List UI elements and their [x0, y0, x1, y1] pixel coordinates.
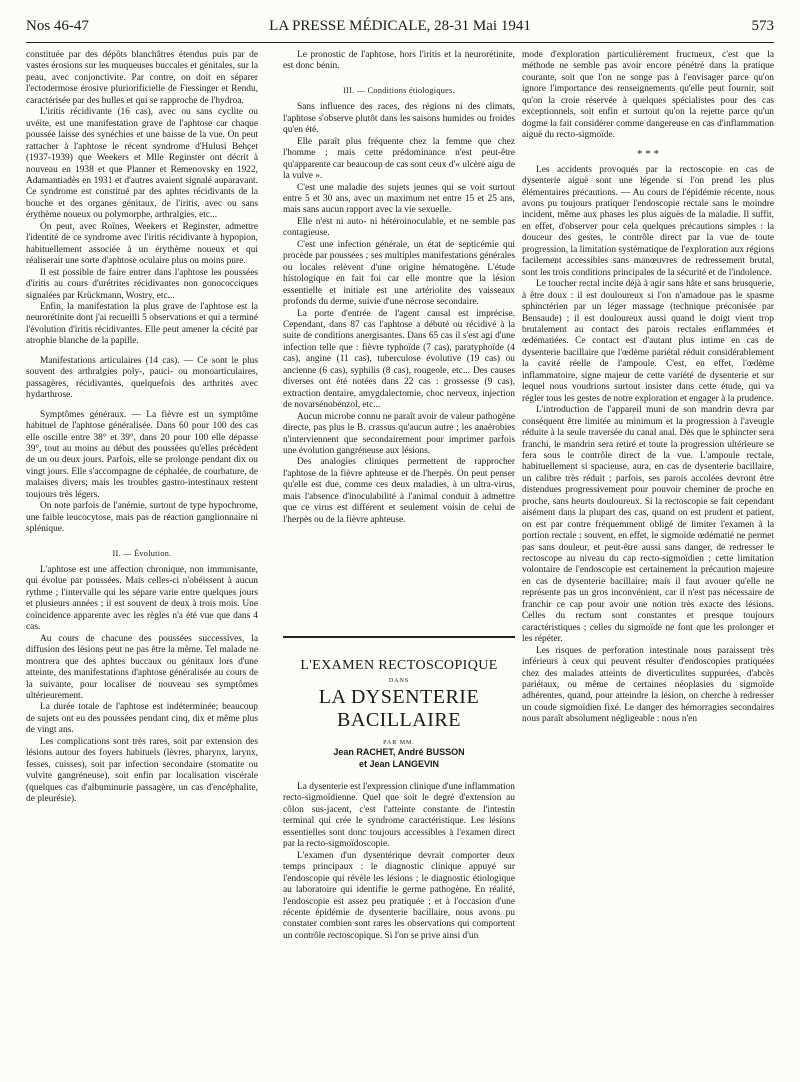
section-separator: * * * — [637, 147, 659, 160]
paragraph: Au cours de chacune des poussées successives, la diffusion des lésions peut ne pas être la même. Tel malade ne montrera que des aphtes buccaux ou génitaux lors d'une atteinte, des manifestations d'aphtose généralisée au cours de la suivante, pour localiser de nouveau ses symptômes ultérieurement. — [26, 633, 258, 702]
paragraph: La porte d'entrée de l'agent causal est imprécise. Cependant, dans 87 cas l'aphtose a débuté ou récidivé à la suite de conditions anergisantes. Dans 65 cas il s'est agi d'une infection telle que : fièvre typhoïde (7 cas), paratyphoïde (4 cas), angine (11 cas), tuberculose évolutive (19 cas) ou ancienne (6 cas), syphilis (8 cas), rougeole, etc... Des causes diverses ont été notées dans 22 cas : grossesse (9 cas), extraction dentaire, amygdalectomie, choc nerveux, injection de novarsénobenzol, etc... — [283, 308, 515, 411]
journal-title: LA PRESSE MÉDICALE, 28-31 Mai 1941 — [269, 18, 531, 34]
paragraph: Elle n'est ni auto- ni hétéroinoculable, et ne semble pas contagieuse. — [283, 216, 515, 239]
paragraph: L'introduction de l'appareil muni de son mandrin devra par conséquent être limitée au minimum et la progression à l'aveugle réduite à la seule traversée du canal anal. Dès que le sphincter sera franchi, le mandrin sera retiré et toute la progression ultérieure se fera sous le contrôle direct de la vue. L'ampoule rectale, habituellement si spacieuse, aura, en cas de dysenterie bacillaire, un calibre très réduit ; parfois, ses parois accolées devront être distendues progressivement pour pouvoir cheminer de proche en proche, sans heurts douloureux. Si la rectoscopie se fait cependant aisément dans la plupart des cas, quand on est prudent et patient, on est par contre fréquemment obligé de limiter l'examen à la portion rectale : souvent, en effet, le sigmoïde œdématié ne permet pas sans douleur, et peut-être aussi sans danger, de redresser le rectoscope au niveau du cap recto-sigmoïdien ; cette limitation volontaire de l'endoscopie est certainement la précaution majeure en cas de dysenterie bacillaire; mais il faut avouer qu'elle ne représente pas un gros inconvénient, car il n'est pas nécessaire de franchir ce cap pour avoir une notion très exacte des lésions. Celles du rectum sont constantes et presque toujours caractéristiques ; celles du sigmoïde ne font que les prolonger et les répéter. — [522, 405, 774, 645]
article-byline-prefix: PAR MM. — [383, 740, 415, 746]
paragraph: Enfin, la manifestation la plus grave de l'aphtose est la neurorétinite dont j'ai recueilli 5 observations et qui a terminé l'évolution d'iritis récidivantes. Elle peut amener la cécité par atrophie blanche de la papille. — [26, 301, 258, 347]
article-title-line-1: L'EXAMEN RECTOSCOPIQUE — [300, 658, 498, 673]
article-block — [283, 636, 515, 942]
paragraph: Le toucher rectal incite déjà à agir sans hâte et sans brusquerie, à être doux : il est douloureux si l'on n'amadoue pas le spasme sphinctérien par un léger massage (technique préconisée par Bensaude) ; il est douloureux aussi quand le doigt vient trop brutalement au contact des parois rectales enflammées et œdématiées. Ce contact est d'autant plus intime en cas de dysenterie bacillaire que l'œdème pariétal réduit considérablement la cavité réelle de l'ampoule. C'est, en effet, l'œdème inflammatoire, signe majeur de cette variété de dysenterie et sur lequel nous voudrions surtout insister dans cette étude, qui va régler tous les gestes de notre exploration et engager à la prudence. — [522, 279, 774, 404]
paragraph: On note parfois de l'anémie, surtout de type hypochrome, une faible leucocytose, mais pas de réaction ganglionnaire ni splénique. — [26, 501, 258, 535]
article-authors: Jean RACHET, André BUSSON — [333, 747, 465, 757]
section-heading: II. — Évolution. — [112, 548, 172, 558]
article-body — [283, 782, 515, 942]
paragraph: L'iritis récidivante (16 cas), avec ou sans cyclite ou uvéite, est une manifestation grave de l'aphtose car chaque poussée laisse des synéchies et une baisse de la vue. On peut rattacher à l'aphtose le récent syndrome d'Hulusi Behçet (1937-1939) que Weekers et Mlle Reginster ont décrit à nouveau en 1938 et que Planner et Remenovsky en 1922, Adamantiadès en 1931 et d'autres avaient signalé auparavant. Ce syndrome est constitué par des aphtes récidivants de la bouche et des organes génitaux, de l'iritis, avec ou sans érythème noueux ou polymorphe, arthralgies, etc... — [26, 107, 258, 221]
paragraph: Il est possible de faire entrer dans l'aphtose les poussées d'iritis au cours d'urétrites récidivantes non gonococciques signalées par Krückmann, Wostry, etc... — [26, 267, 258, 301]
paragraph: Symptômes généraux. — La fièvre est un symptôme habituel de l'aphtose généralisée. Dans 60 pour 100 des cas elle oscille entre 38° et 39°, dans 20 pour 100 elle dépasse 39°, tout au moins au début des poussées qu'elles précèdent de un ou deux jours. Parfois, elle se prolonge pendant dix ou vingt jours. Elle s'accompagne de céphalée, de courbature, de malaises divers; mais les troubles gastro-intestinaux restent toujours très légers. — [26, 409, 258, 500]
paragraph: L'aphtose est une affection chronique, non immunisante, qui évolue par poussées. Mais celles-ci n'obéissent à aucun rythme ; l'intervalle qui les sépare varie entre quelques jours et plusieurs années ; il est souvent de deux à trois mois. Une coïncidence apparente avec les règles n'a été vue que dans 4 cas. — [26, 565, 258, 633]
paragraph: La durée totale de l'aphtose est indéterminée; beaucoup de sujets ont eu des poussées pendant cinq, dix et même plus de vingt ans. — [26, 702, 258, 736]
column-1 — [26, 50, 258, 806]
paragraph: Sans influence des races, des régions ni des climats, l'aphtose s'observe plutôt dans les saisons humides ou froides qu'en été. — [283, 102, 515, 136]
paragraph: Les risques de perforation intestinale nous paraissent très inférieurs à ceux qui peuvent résulter d'endoscopies pratiquées chez des malades atteints de diverticulites suppurées, d'abcès pariétaux, ou même de certaines néoplasies du sigmoïde adhérentes, quand, pour atteindre la lésion, on cherche à redresser un coude sigmoïdien fixé. Le danger des hémorragies secondaires nous paraît absolument négligeable : nous n'en — [522, 645, 774, 725]
paragraph: Les accidents provoqués par la rectoscopie en cas de dysenterie aiguë sont une légende si l'on prend les plus élémentaires précautions. — Au cours de l'épidémie récente, nous avons pu toujours pratiquer l'endoscopie rectale sans le moindre incident, même aux phases les plus aiguës de la maladie. Il suffit, en effet, d'observer pour cela quelques précautions simples : la douceur des gestes, le contrôle direct par la vue de toute progression, la limitation systématique de l'exploration aux régions facilement accessibles sans manœuvres de redressement brutal, sont les trois conditions principales de la sécurité et de l'indolence. — [522, 164, 774, 278]
paragraph: Aucun microbe connu ne paraît avoir de valeur pathogène directe, pas plus le B. crassus qu'aucun autre ; les anaérobies n'interviennent que secondairement pour imprimer parfois une évolution gangréneuse aux lésions. — [283, 411, 515, 456]
paragraph: C'est une maladie des sujets jeunes qui se voit surtout entre 5 et 30 ans, avec un maximum net entre 15 et 25 ans, mais sans aucun rapport avec la vie sexuelle. — [283, 182, 515, 216]
paragraph: Elle paraît plus fréquente chez la femme que chez l'homme ; mais cette prédominance n'est peut-être qu'apparente car beaucoup de cas sont ceux d'« ulcère aigu de la vulve ». — [283, 136, 515, 182]
header-rule — [26, 42, 774, 43]
paragraph: constituée par des dépôts blanchâtres étendus puis par de vastes érosions sur les muqueuses buccales et génitales, sur la peau, avec conjonctivite. Par contre, on doit en séparer l'ectodermose érosive pluriorificielle de Fiessinger et Rendu, caractérisée par des bulles et qui se rapproche de l'hydroa. — [26, 50, 258, 106]
paragraph: Des analogies cliniques permettent de rapprocher l'aphtose de la fièvre aphteuse et de l'herpès. On peut penser qu'elle est due, comme ces deux maladies, à un ultra-virus, mais l'absence d'inoculabilité à l'animal conduit à admettre que ce virus est différent et seulement voisin de celui de l'herpès ou de la fièvre aphteuse. — [283, 457, 515, 525]
paragraph: Les complications sont très rares, soit par extension des lésions autour des foyers habituels (lèvres, pharynx, larynx, fesses, cuisses), soit par infection secondaire (stomatite ou vulvite gangréneuse), soit enfin par localisation viscérale (quelques cas d'albuminurie passagère, un cas d'encéphalite, de pleurésie). — [26, 736, 258, 805]
article-title-line-2: LA DYSENTERIE BACILLAIRE — [318, 686, 480, 731]
section-heading: III. — Conditions étiologiques. — [343, 85, 455, 95]
column-3 — [522, 50, 774, 726]
column-2 — [283, 50, 515, 526]
article-authors: et Jean LANGEVIN — [358, 759, 440, 769]
article-divider — [283, 636, 515, 638]
paragraph: Manifestations articulaires (14 cas). — Ce sont le plus souvent des arthralgies poly-, pauci- ou monoarticulaires, passagères, récidivantes, quelquefois des arthrites avec hydarthrose. — [26, 355, 258, 401]
issue-number: Nos 46-47 — [26, 18, 89, 34]
page-number: 573 — [751, 18, 774, 34]
paragraph: Le pronostic de l'aphtose, hors l'iritis et la neurorétinite, est donc bénin. — [283, 50, 515, 72]
paragraph: mode d'exploration particulièrement fructueux, c'est que la méthode ne semble pas avoir encore pénétré dans la pratique courante, soit que l'on ne songe pas à l'envisager parce qu'on ignore l'importance des renseignements qu'elle peut fournir, soit qu'on la croie réservée à quelques spécialistes pour des cas exceptionnels, soit enfin et surtout qu'on la rejette parce qu'un dogme la fait considérer comme dangereuse en cas d'inflammation aiguë du recto-sigmoïde. — [522, 50, 774, 141]
paragraph: La dysenterie est l'expression clinique d'une inflammation recto-sigmoïdienne. Quel que soit le degré d'extension au côlon sus-jacent, c'est l'atteinte constante de l'intestin terminal qui crée le syndrome caractéristique. Les lésions essentielles sont donc toujours accessibles à l'examen direct par la recto-sigmoïdoscopie. — [283, 782, 515, 850]
article-title-connector: DANS — [388, 678, 410, 684]
paragraph: On peut, avec Roïnes, Weekers et Reginster, admettre l'identité de ce syndrome avec l'iritis récidivante à hypopion, habituellement associée à un érythème noueux et qui réaliserait une sorte d'aphtose oculaire plus ou moins pure. — [26, 221, 258, 267]
paragraph: C'est une infection générale, un état de septicémie qui procède par poussées ; ses multiples manifestations générales ou locales relèvent d'une origine hématogène. L'étude histologique en fait foi car elle montre que la lésion essentielle et initiale est une artériolite des vaisseaux profonds du derme, suivie d'une nécrose secondaire. — [283, 239, 515, 308]
paragraph: L'examen d'un dysentérique devrait comporter deux temps principaux : le diagnostic clinique appuyé sur l'endoscopie qui révèle les lésions ; le diagnostic étiologique au laboratoire qui identifie le germe pathogène. En réalité, l'endoscopie est assez peu pratiquée ; et à l'occasion d'une récente épidémie de dysenterie bacillaire, nous avons pu constater combien sont rares les observations qui comportent un contrôle rectoscopique. Si l'on se prive ainsi d'un — [283, 850, 515, 941]
page-header — [26, 18, 774, 40]
